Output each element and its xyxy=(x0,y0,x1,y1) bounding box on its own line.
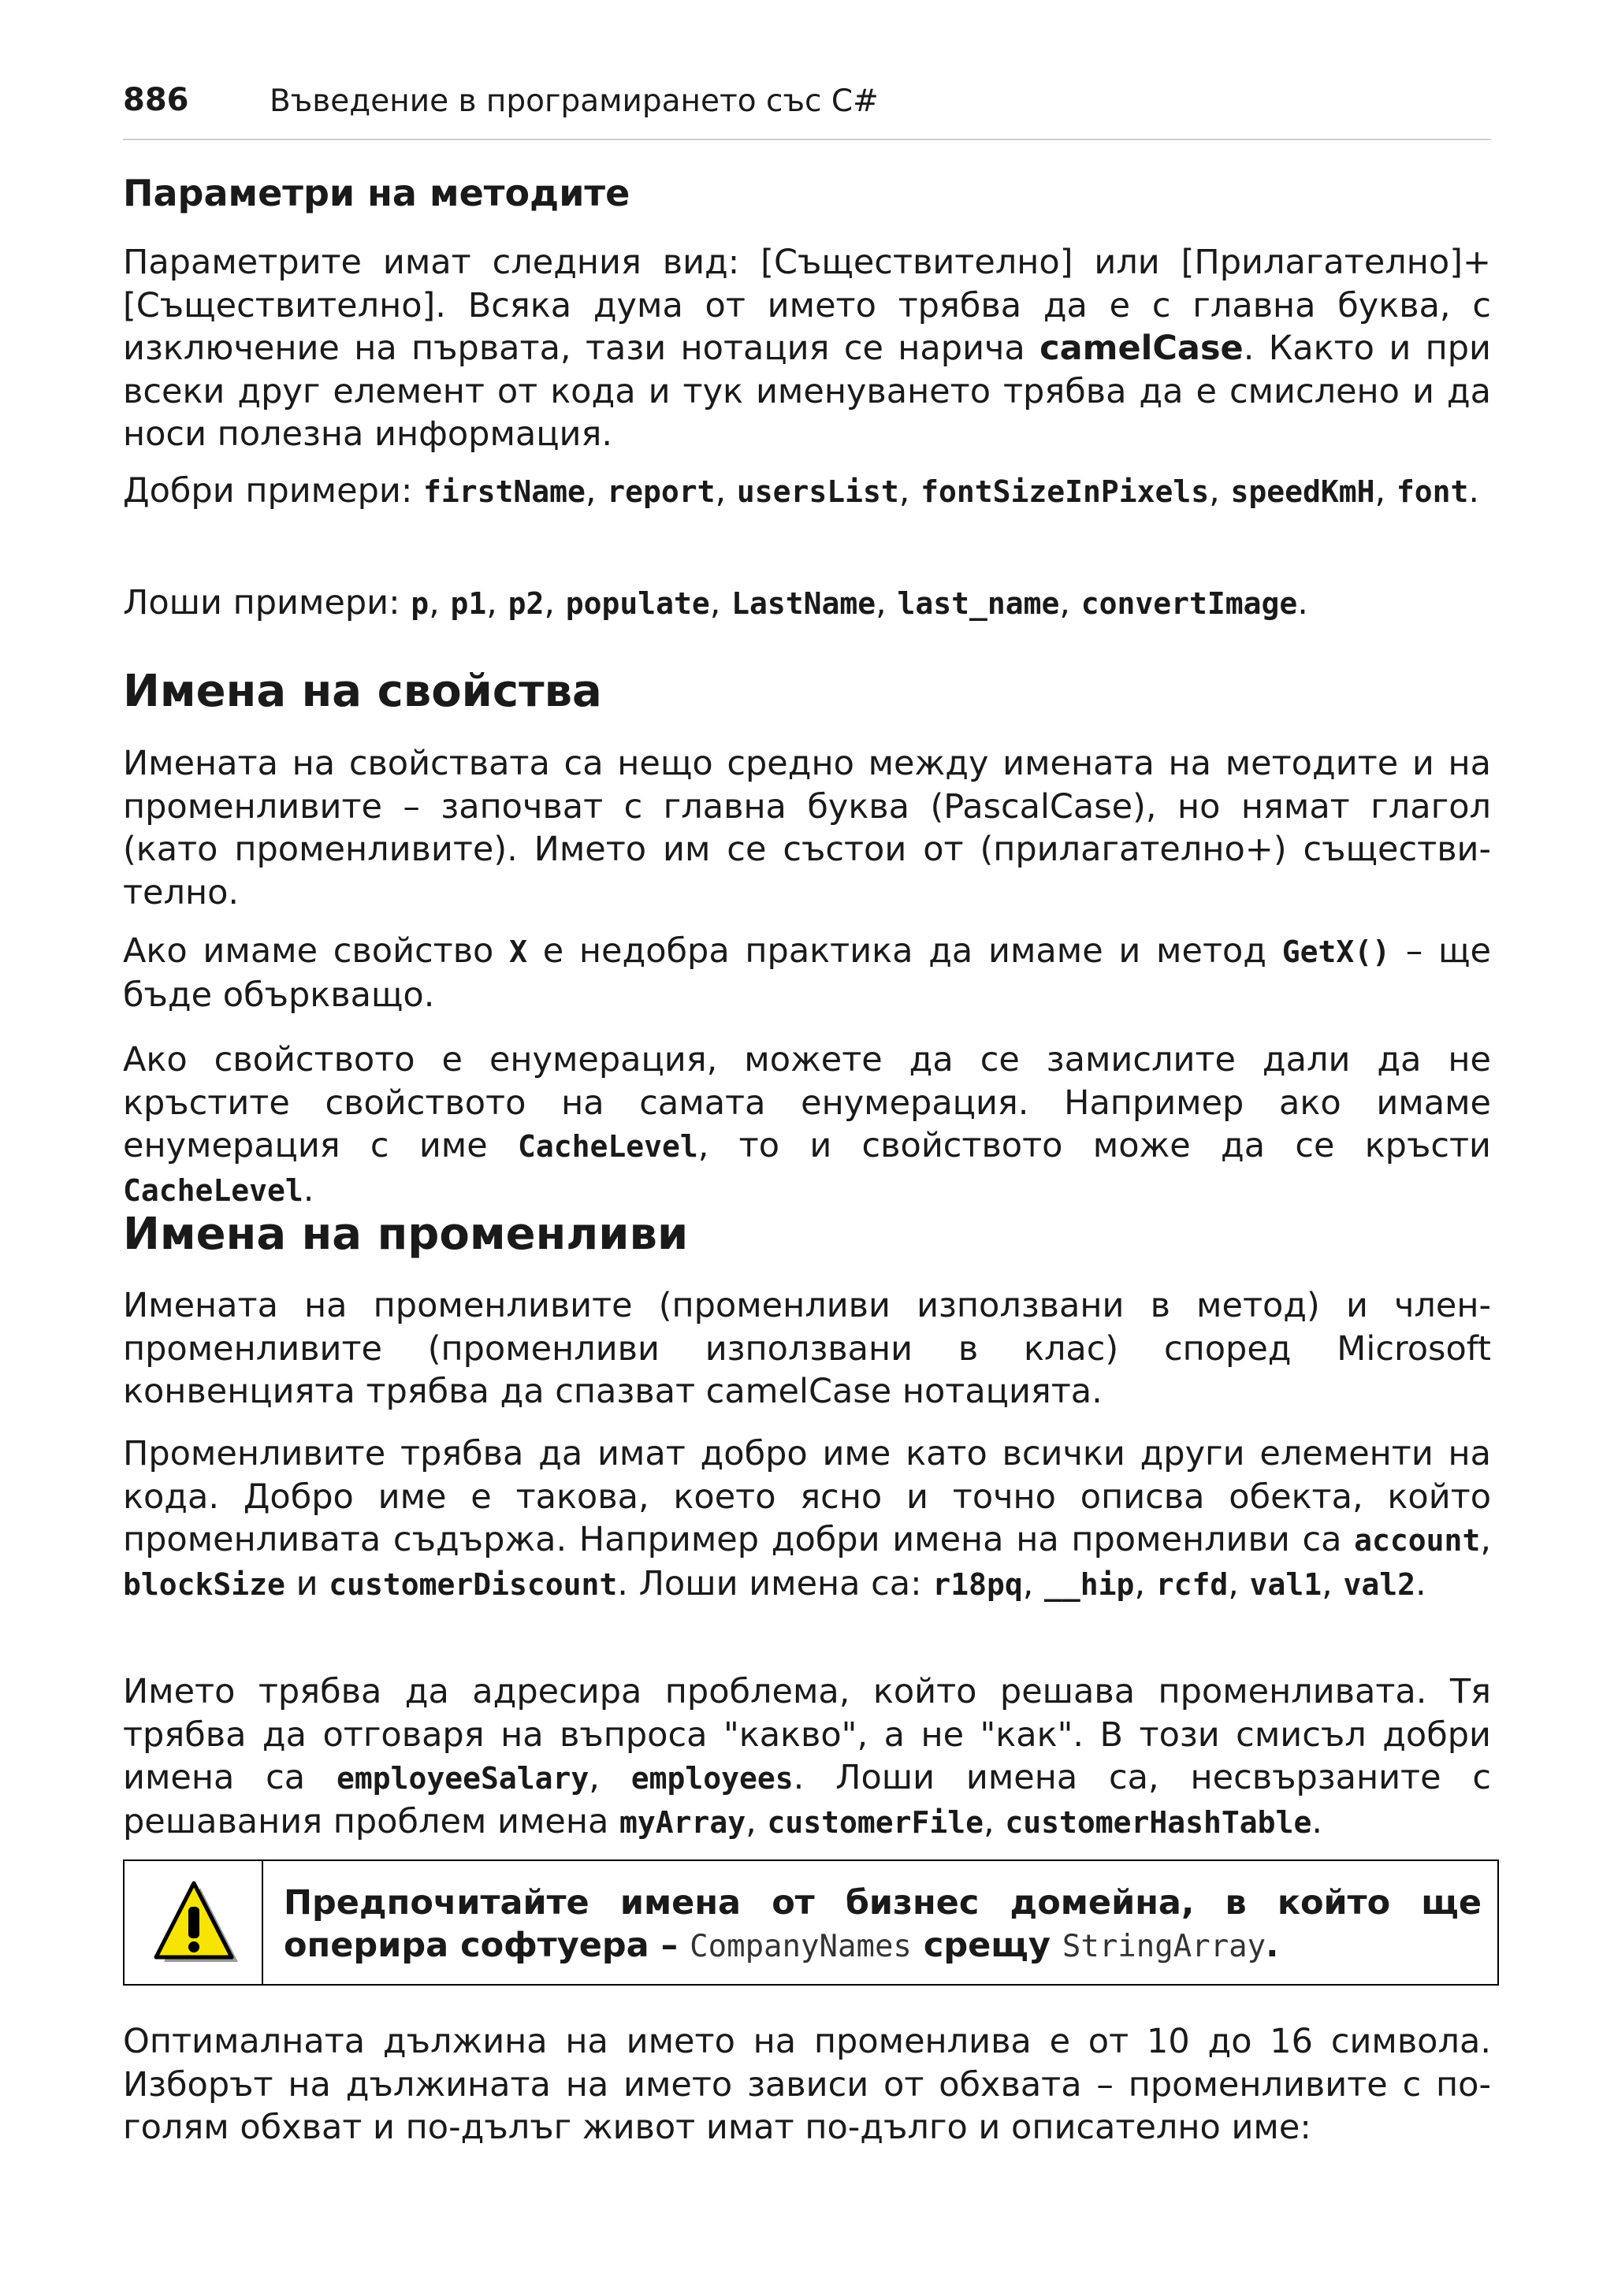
code-example: val1 xyxy=(1249,1566,1322,1602)
text-run: . xyxy=(303,1169,314,1209)
paragraph-variable-length: Оптималната дължина на името на променлива е от 10 до 16 символа. Изборът на дължината на името зависи от обхвата – променливите с по-голям обхват и по-дълъг живот имат по-дълго и описателно име: xyxy=(123,2022,1491,2147)
code-example: GetX() xyxy=(1281,934,1391,969)
code-example: val2 xyxy=(1343,1566,1416,1602)
code-example: CacheLevel xyxy=(517,1129,698,1164)
text-run: и xyxy=(284,1563,329,1603)
code-example: StringArray xyxy=(1062,1929,1266,1964)
code-example: r18pq xyxy=(932,1566,1023,1602)
paragraph-property-enum xyxy=(123,1038,1491,1212)
warning-icon xyxy=(148,1880,240,1967)
code-example: p2 xyxy=(508,586,545,621)
term-camelcase: camelCase xyxy=(1039,329,1244,368)
code-example: __hip xyxy=(1044,1566,1135,1602)
tip-icon-cell xyxy=(125,1861,263,1984)
code-example: customerHashTable xyxy=(1005,1804,1312,1840)
good-examples-label: Добри примери: xyxy=(123,471,423,511)
text-run: Ако свойството е енумерация, можете да се замислите дали да не кръстите свойството на самата енумерация. Например ако имаме енумерация с име xyxy=(123,1040,1491,1165)
code-example: font xyxy=(1396,474,1469,509)
code-example: convertImage xyxy=(1080,586,1298,621)
paragraph-property-getx xyxy=(123,930,1491,1016)
paragraph-method-params-intro xyxy=(123,241,1491,456)
text-run: е недобра практика да имаме и метод xyxy=(527,931,1282,971)
bad-examples-label: Лоши примери: xyxy=(123,583,411,622)
text-run: , xyxy=(1480,1520,1491,1559)
paragraph-variables-good-names: Променливите трябва да имат добро име като всички други елементи на кода. Добро име е такова, което ясно и точно описва обекта, който променливата съдържа. Например добри имена на променливи са account, blockSize и customerDiscount. Лоши имена са: r18pq, __hip, rcfd, val1, val2. xyxy=(123,1434,1491,1603)
text-run: Променливите трябва да имат добро име като всички други елементи на кода. Добро име е такова, което ясно и точно описва обекта, който променливата съдържа. Например добри имена на променливи са xyxy=(123,1434,1491,1559)
running-title: Въведение в програмирането със C# xyxy=(270,84,879,119)
section-title-method-params: Параметри на методите xyxy=(123,172,630,214)
code-example: p xyxy=(411,586,430,621)
page-number: 886 xyxy=(123,82,189,118)
paragraph-variables-what-not-how: Името трябва да адресира проблема, който решава променливата. Тя трябва да отговаря на въпроса "какво", а не "как". В този смисъл добри имена са employeeSalary, employees. Лоши имена са, несвързаните с решавания проблем имена myArray, customerFile, customerHashTable. xyxy=(123,1672,1491,1841)
code-example: fontSizeInPixels xyxy=(920,474,1210,509)
code-example: LastName xyxy=(731,586,876,621)
code-example: rcfd xyxy=(1155,1566,1229,1602)
paragraph-variables-intro: Имената на променливите (променливи използвани в метод) и член-променливите (променливи използвани в клас) според Microsoft конвенцията трябва да спазват camelCase нотацията. xyxy=(123,1286,1491,1411)
code-example: p1 xyxy=(450,586,487,621)
paragraph-bad-examples: Лоши примери: p, p1, p2, populate, LastName, last_name, convertImage. xyxy=(123,583,1308,622)
code-example: firstName xyxy=(422,474,586,509)
tip-box xyxy=(123,1859,1499,1986)
text-run: , то и свойството може да се кръсти xyxy=(697,1126,1491,1165)
paragraph-good-examples: Добри примери: firstName, report, usersList, fontSizeInPixels, speedKmH, font. xyxy=(123,471,1480,511)
code-example: account xyxy=(1354,1523,1481,1558)
code-example: employees xyxy=(630,1761,794,1796)
code-example: myArray xyxy=(619,1804,746,1840)
code-example: customerFile xyxy=(767,1804,984,1840)
paragraph-properties-intro: Имената на свойствата са нещо средно между имената на методите и на променливите – започват с главна буква (PascalCase), но нямат глагол (като променливите). Името им се състои от (прилагателно+) съществи-телно. xyxy=(123,744,1491,912)
text-run: Предпочитайте имена от бизнес домейна, в който ще оперира софтуера – xyxy=(284,1883,1482,1965)
text-run: . Лоши имена са: xyxy=(617,1563,933,1603)
tip-text xyxy=(284,1882,1482,1968)
text-run: Параметрите имат следния вид: [Съществително] или [Прилагателно]+ [Съществително]. Всяка дума от името трябва да е с главна буква, с изключение на първата, тази нотация се нарича xyxy=(123,243,1491,368)
text-run: , xyxy=(589,1758,631,1797)
code-example: speedKmH xyxy=(1230,474,1375,509)
text-run: срещу xyxy=(911,1926,1062,1965)
code-example: last_name xyxy=(897,586,1060,621)
code-example: X xyxy=(509,934,527,969)
code-example: customerDiscount xyxy=(329,1566,618,1602)
page-header xyxy=(123,82,1491,140)
code-example: CompanyNames xyxy=(690,1929,912,1964)
text-run: . Лоши имена са, несвързаните с решавания проблем имена xyxy=(123,1758,1491,1841)
code-example: blockSize xyxy=(123,1566,285,1602)
code-example: CacheLevel xyxy=(123,1172,303,1208)
text-run: . xyxy=(1266,1926,1279,1965)
text-run: Ако имаме свойство xyxy=(123,931,510,971)
code-example: employeeSalary xyxy=(336,1761,589,1796)
code-example: usersList xyxy=(736,474,899,509)
code-example: populate xyxy=(565,586,710,621)
text-run: Името трябва да адресира проблема, който решава променливата. Тя трябва да отговаря на въпроса "какво", а не "как". В този смисъл добри имена са xyxy=(123,1672,1491,1797)
text-run: – ще бъде объркващо. xyxy=(123,931,1491,1015)
code-example: report xyxy=(607,474,716,509)
text-run: . Както и при всеки друг елемент от кода и тук именуването трябва да е смислено и да носи полезна информация. xyxy=(123,329,1492,454)
section-title-variables: Имена на променливи xyxy=(123,1209,689,1260)
section-title-properties: Имена на свойства xyxy=(123,666,602,717)
